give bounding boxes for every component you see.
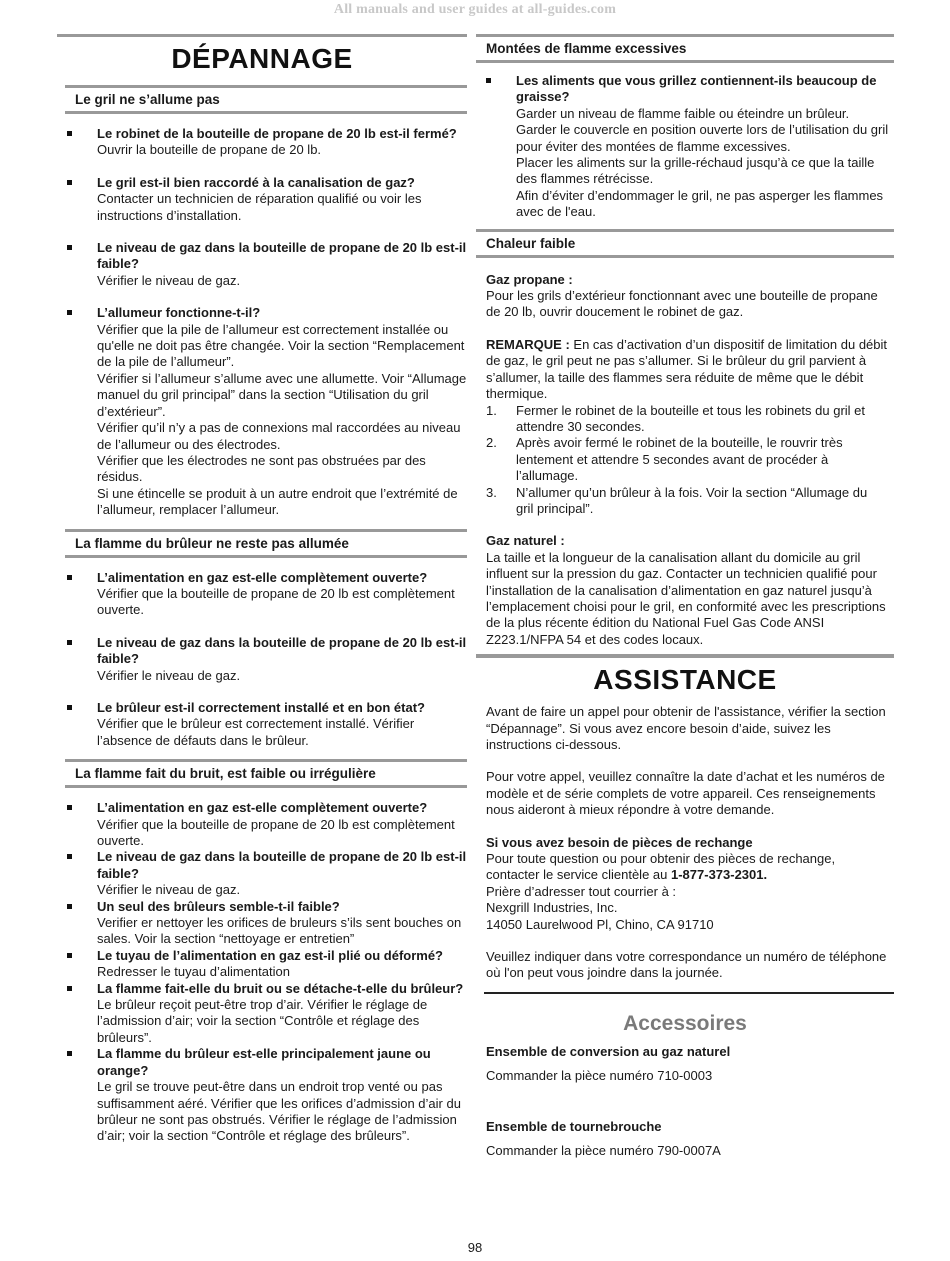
group-heading: Le gril ne s’allume pas xyxy=(65,85,467,114)
bullet-icon xyxy=(67,310,72,315)
parts-heading: Si vous avez besoin de pièces de rechange xyxy=(486,834,753,850)
answer-text: Redresser le tuyau d’alimentation xyxy=(97,964,290,980)
divider xyxy=(484,992,894,994)
question-text: Le gril est-il bien raccordé à la canalisation de gaz? xyxy=(97,174,415,190)
company-address: 14050 Laurelwood Pl, Chino, CA 91710 xyxy=(486,916,714,932)
list-item xyxy=(67,849,467,898)
step-number: 1. xyxy=(486,402,497,418)
accessory-order: Commander la pièce numéro 790-0007A xyxy=(486,1143,721,1159)
bullet-icon xyxy=(67,904,72,909)
accessory-order: Commander la pièce numéro 710-0003 xyxy=(486,1068,713,1084)
list-item xyxy=(67,635,467,684)
phone-number: 1-877-373-2301. xyxy=(670,867,768,883)
bullet-icon xyxy=(67,1051,72,1056)
question-text: Un seul des brûleurs semble-t-il faible? xyxy=(97,898,340,914)
question-text: L’alimentation en gaz est-elle complètement ouverte? xyxy=(97,800,428,816)
page-number: 98 xyxy=(467,1240,483,1255)
assistance-p3: Veuillez indiquer dans votre correspondance un numéro de téléphone où l'on peut vous joindre dans la journée. xyxy=(486,949,887,981)
step-text: Fermer le robinet de la bouteille et tous les robinets du gril et attendre 30 secondes. xyxy=(516,402,866,434)
bullet-icon xyxy=(67,245,72,250)
step-text: Après avoir fermé le robinet de la bouteille, le rouvrir très lentement et attendre 5 secondes avant de procéder à l’allumage. xyxy=(516,435,843,484)
question-text: Le tuyau de l’alimentation en gaz est-il plié ou déformé? xyxy=(97,947,443,963)
answer-text: Le gril se trouve peut-être dans un endroit trop venté ou pas suffisamment aéré. Vérifier que les orifices d’admission d’air du brûleur ne sont pas obstrués. Vérifier le réglage de l’admission d’air; voir la section “Contrôle et réglage des brûleurs”. xyxy=(97,1079,461,1144)
question-text: Les aliments que vous grillez contiennent-ils beaucoup de graisse? xyxy=(516,73,877,105)
step-text: N’allumer qu’un brûleur à la fois. Voir la section “Allumage du gril principal”. xyxy=(516,484,868,516)
remark-paragraph xyxy=(486,337,888,403)
question-list xyxy=(57,570,467,750)
group-heading: La flamme du brûleur ne reste pas allumée xyxy=(65,529,467,558)
bullet-icon xyxy=(67,854,72,859)
question-text: Le niveau de gaz dans la bouteille de propane de 20 lb est-il faible? xyxy=(97,849,467,881)
remark-label: REMARQUE : xyxy=(486,336,570,352)
bullet-icon xyxy=(67,953,72,958)
list-item xyxy=(67,700,467,749)
natural-text: La taille et la longueur de la canalisation allant du domicile au gril influent sur la pression du gaz. Contacter un technicien qualifié pour l’installation de la canalisation d’alimentation en gaz naturel jusqu’à l’emplacement choisi pour le gril, en conformité avec les prescriptions de la plus récente édition du National Fuel Gas Code ANSI Z223.1/NFPA 54 et des codes locaux. xyxy=(486,549,886,647)
accessory-name: Ensemble de conversion au gaz naturel xyxy=(486,1043,731,1059)
list-item xyxy=(67,948,467,981)
list-item xyxy=(67,240,467,289)
answer-text: Vérifier le niveau de gaz. xyxy=(97,882,241,898)
bullet-icon xyxy=(67,575,72,580)
answer-text: Vérifier que le brûleur est correctement installé. Vérifier l’absence de défauts dans le brûleur. xyxy=(97,716,415,748)
bullet-icon xyxy=(67,131,72,136)
flame-list xyxy=(476,73,894,221)
question-text: Le brûleur est-il correctement installé et en bon état? xyxy=(97,699,425,715)
answer-text: Vérifier le niveau de gaz. xyxy=(97,272,241,288)
bullet-icon xyxy=(67,805,72,810)
remark-text: En cas d’activation d’un dispositif de limitation du débit de gaz, le gril peut ne pas s’allumer. Si le brûleur du gril parvient à s’allumer, la taille des flammes sera réduite de même que le débit thermique. xyxy=(486,336,888,402)
accessoires-title: Accessoires xyxy=(623,1011,747,1035)
question-text: La flamme fait-elle du bruit ou se détache-t-elle du brûleur? xyxy=(97,980,464,996)
list-item xyxy=(67,570,467,619)
question-list xyxy=(57,126,467,519)
heat-heading: Chaleur faible xyxy=(476,229,894,258)
answer-text: Le brûleur reçoit peut-être trop d’air. Vérifier le réglage de l’admission d’air; voir la section “Contrôle et réglage des brûleurs”. xyxy=(97,997,428,1045)
mail-intro: Prière d’adresser tout courrier à : xyxy=(486,883,677,899)
bullet-icon xyxy=(67,180,72,185)
step-item xyxy=(486,435,888,484)
flame-heading: Montées de flamme excessives xyxy=(476,34,894,63)
bullet-icon xyxy=(486,78,491,83)
left-column xyxy=(57,34,467,1155)
assistance-title: ASSISTANCE xyxy=(593,664,777,696)
list-item xyxy=(67,981,467,1047)
assistance-p1: Avant de faire un appel pour obtenir de l'assistance, vérifier la section “Dépannage”. Si vous avez encore besoin d’aide, suivez les instructions ci-dessous. xyxy=(486,704,886,752)
step-number: 2. xyxy=(486,435,497,451)
list-item xyxy=(67,1046,467,1144)
company-name: Nexgrill Industries, Inc. xyxy=(486,900,618,916)
natural-label: Gaz naturel : xyxy=(486,533,565,549)
question-list xyxy=(57,800,467,1145)
question-text: La flamme du brûleur est-elle principalement jaune ou orange? xyxy=(97,1046,431,1078)
question-text: Le niveau de gaz dans la bouteille de propane de 20 lb est-il faible? xyxy=(97,240,467,272)
propane-text: Pour les grils d’extérieur fonctionnant avec une bouteille de propane de 20 lb, ouvrir doucement le robinet de gaz. xyxy=(486,288,878,320)
propane-label: Gaz propane : xyxy=(486,271,573,287)
list-item xyxy=(486,73,894,221)
watermark-text: All manuals and user guides at all-guides.com xyxy=(333,2,617,17)
answer-text: Vérifier que la pile de l’allumeur est correctement installée ou qu'elle ne doit pas être changée. Voir la section “Remplacement de la pile de l’allumeur”. Vérifier si l’allumeur s’allume avec une allumette. Voir “Allumage manuel du gril principal” dans la section “Utilisation du gril d’extérieur”. Vérifier qu’il n’y a pas de connexions mal raccordées au niveau de l’allumeur ou des électrodes. Vérifier que les électrodes ne sont pas obstruées par des résidus. Si une étincelle se produit à un autre endroit que l’extrémité de l’allumeur, remplacer l’allumeur. xyxy=(97,321,467,518)
accessories-list xyxy=(476,1044,894,1160)
answer-text: Contacter un technicien de réparation qualifié ou voir les instructions d’installation. xyxy=(97,191,422,223)
assistance-p2: Pour votre appel, veuillez connaître la date d’achat et les numéros de modèle et de série complets de votre appareil. Ces renseignements nous aideront à mieux répondre à votre demande. xyxy=(486,769,885,818)
question-text: L’alimentation en gaz est-elle complètement ouverte? xyxy=(97,569,428,585)
question-text: Le niveau de gaz dans la bouteille de propane de 20 lb est-il faible? xyxy=(97,634,467,667)
right-column xyxy=(476,34,894,1160)
list-item xyxy=(67,126,467,159)
bullet-icon xyxy=(67,705,72,710)
accessory-name: Ensemble de tournebrouche xyxy=(486,1118,662,1134)
bullet-icon xyxy=(67,986,72,991)
answer-text: Vérifier que la bouteille de propane de 20 lb est complètement ouverte. xyxy=(97,585,455,618)
question-text: L’allumeur fonctionne-t-il? xyxy=(97,305,261,321)
answer-text: Verifier er nettoyer les orifices de bruleurs s’ils sent bouches on sales. Voir la section “nettoyage er entretien” xyxy=(97,915,462,947)
list-item xyxy=(67,305,467,518)
parts-text: Pour toute question ou pour obtenir des pièces de rechange, contacter le service clientèle au xyxy=(486,851,836,883)
list-item xyxy=(67,800,467,849)
parts-paragraph xyxy=(486,851,888,884)
depannage-title: DÉPANNAGE xyxy=(171,43,353,74)
group-heading: La flamme fait du bruit, est faible ou irrégulière xyxy=(65,759,467,788)
list-item xyxy=(67,175,467,224)
step-item xyxy=(486,403,888,436)
answer-text: Vérifier le niveau de gaz. xyxy=(97,667,241,683)
step-item xyxy=(486,485,888,518)
bullet-icon xyxy=(67,640,72,645)
question-text: Le robinet de la bouteille de propane de 20 lb est-il fermé? xyxy=(97,126,457,141)
answer-text: Vérifier que la bouteille de propane de 20 lb est complètement ouverte. xyxy=(97,816,455,848)
list-item xyxy=(67,899,467,948)
answer-text: Garder un niveau de flamme faible ou éteindre un brûleur. Garder le couvercle en position ouverte lors de l’utilisation du gril pour éviter des montées de flamme excessives. Placer les aliments sur la grille-réchaud jusqu’à ce que la taille des flammes rétrécisse. Afin d’éviter d’endommager le gril, ne pas asperger les flammes avec de l'eau. xyxy=(516,105,889,220)
step-number: 3. xyxy=(486,484,497,500)
steps-list xyxy=(486,403,888,518)
answer-text: Ouvrir la bouteille de propane de 20 lb. xyxy=(97,142,322,158)
troubleshooting-groups xyxy=(57,85,467,1145)
